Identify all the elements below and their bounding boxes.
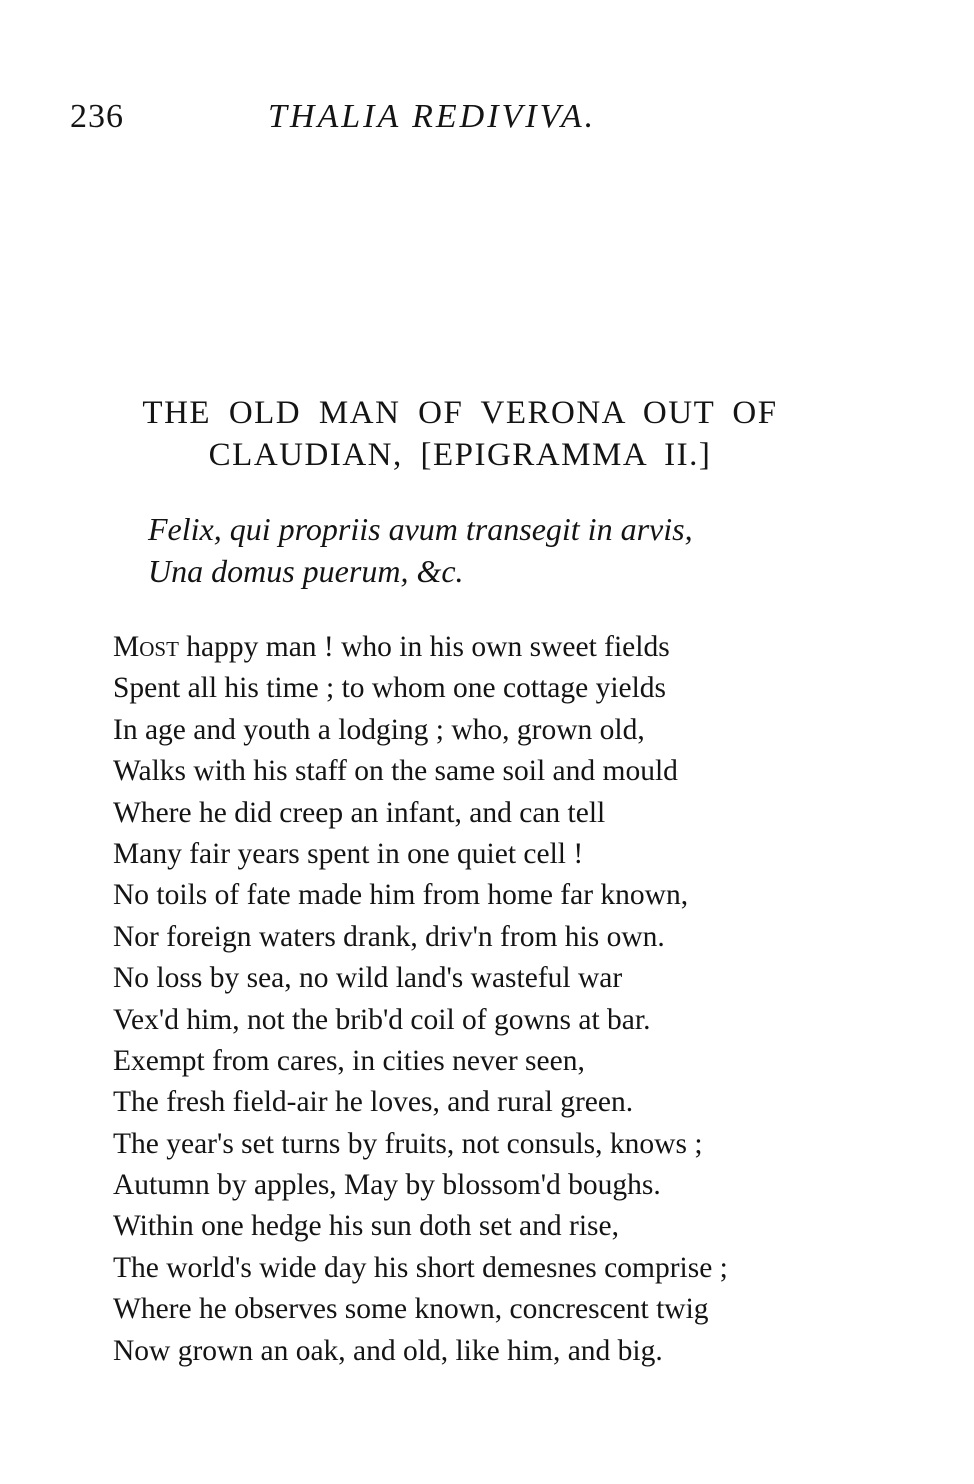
page-number: 236 — [70, 98, 124, 135]
poem-line: No loss by sea, no wild land's wasteful war — [113, 962, 623, 995]
poem-line: Spent all his time ; to whom one cottage yields — [113, 672, 667, 705]
poem-line: The world's wide day his short demesnes comprise ; — [113, 1251, 728, 1284]
poem-line: Where he observes some known, concrescent twig — [113, 1293, 709, 1326]
poem-body — [113, 627, 853, 1372]
poem-line: The fresh field-air he loves, and rural green. — [113, 1086, 634, 1119]
poem-line — [113, 627, 853, 668]
poem-line: Walks with his staff on the same soil and mould — [113, 755, 678, 788]
poem-line: No toils of fate made him from home far known, — [113, 879, 689, 912]
poem-title-line: THE OLD MAN OF VERONA OUT OF — [142, 395, 778, 431]
poem-line: Nor foreign waters drank, driv'n from his own. — [113, 920, 665, 953]
poem-line: Autumn by apples, May by blossom'd boughs. — [113, 1169, 661, 1202]
poem-line: Exempt from cares, in cities never seen, — [113, 1044, 585, 1077]
running-title: THALIA REDIVIVA. — [268, 98, 597, 135]
drop-word: Most — [113, 631, 179, 663]
poem-line: Many fair years spent in one quiet cell ! — [113, 837, 584, 870]
poem-title-line: CLAUDIAN, [EPIGRAMMA II.] — [208, 437, 712, 473]
poem-line: Within one hedge his sun doth set and rise, — [113, 1210, 619, 1243]
epigraph-line: Una domus puerum, &c. — [148, 553, 464, 589]
poem-line-text: happy man ! who in his own sweet fields — [178, 631, 670, 663]
poem-line: Where he did creep an infant, and can tell — [113, 796, 606, 829]
poem-line: Now grown an oak, and old, like him, and big. — [113, 1334, 663, 1367]
poem-line: In age and youth a lodging ; who, grown old, — [113, 713, 645, 746]
poem-line: The year's set turns by fruits, not consuls, knows ; — [113, 1127, 703, 1160]
epigraph-line: Felix, qui propriis avum transegit in arvis, — [148, 511, 693, 547]
poem-line: Vex'd him, not the brib'd coil of gowns at bar. — [113, 1003, 651, 1036]
